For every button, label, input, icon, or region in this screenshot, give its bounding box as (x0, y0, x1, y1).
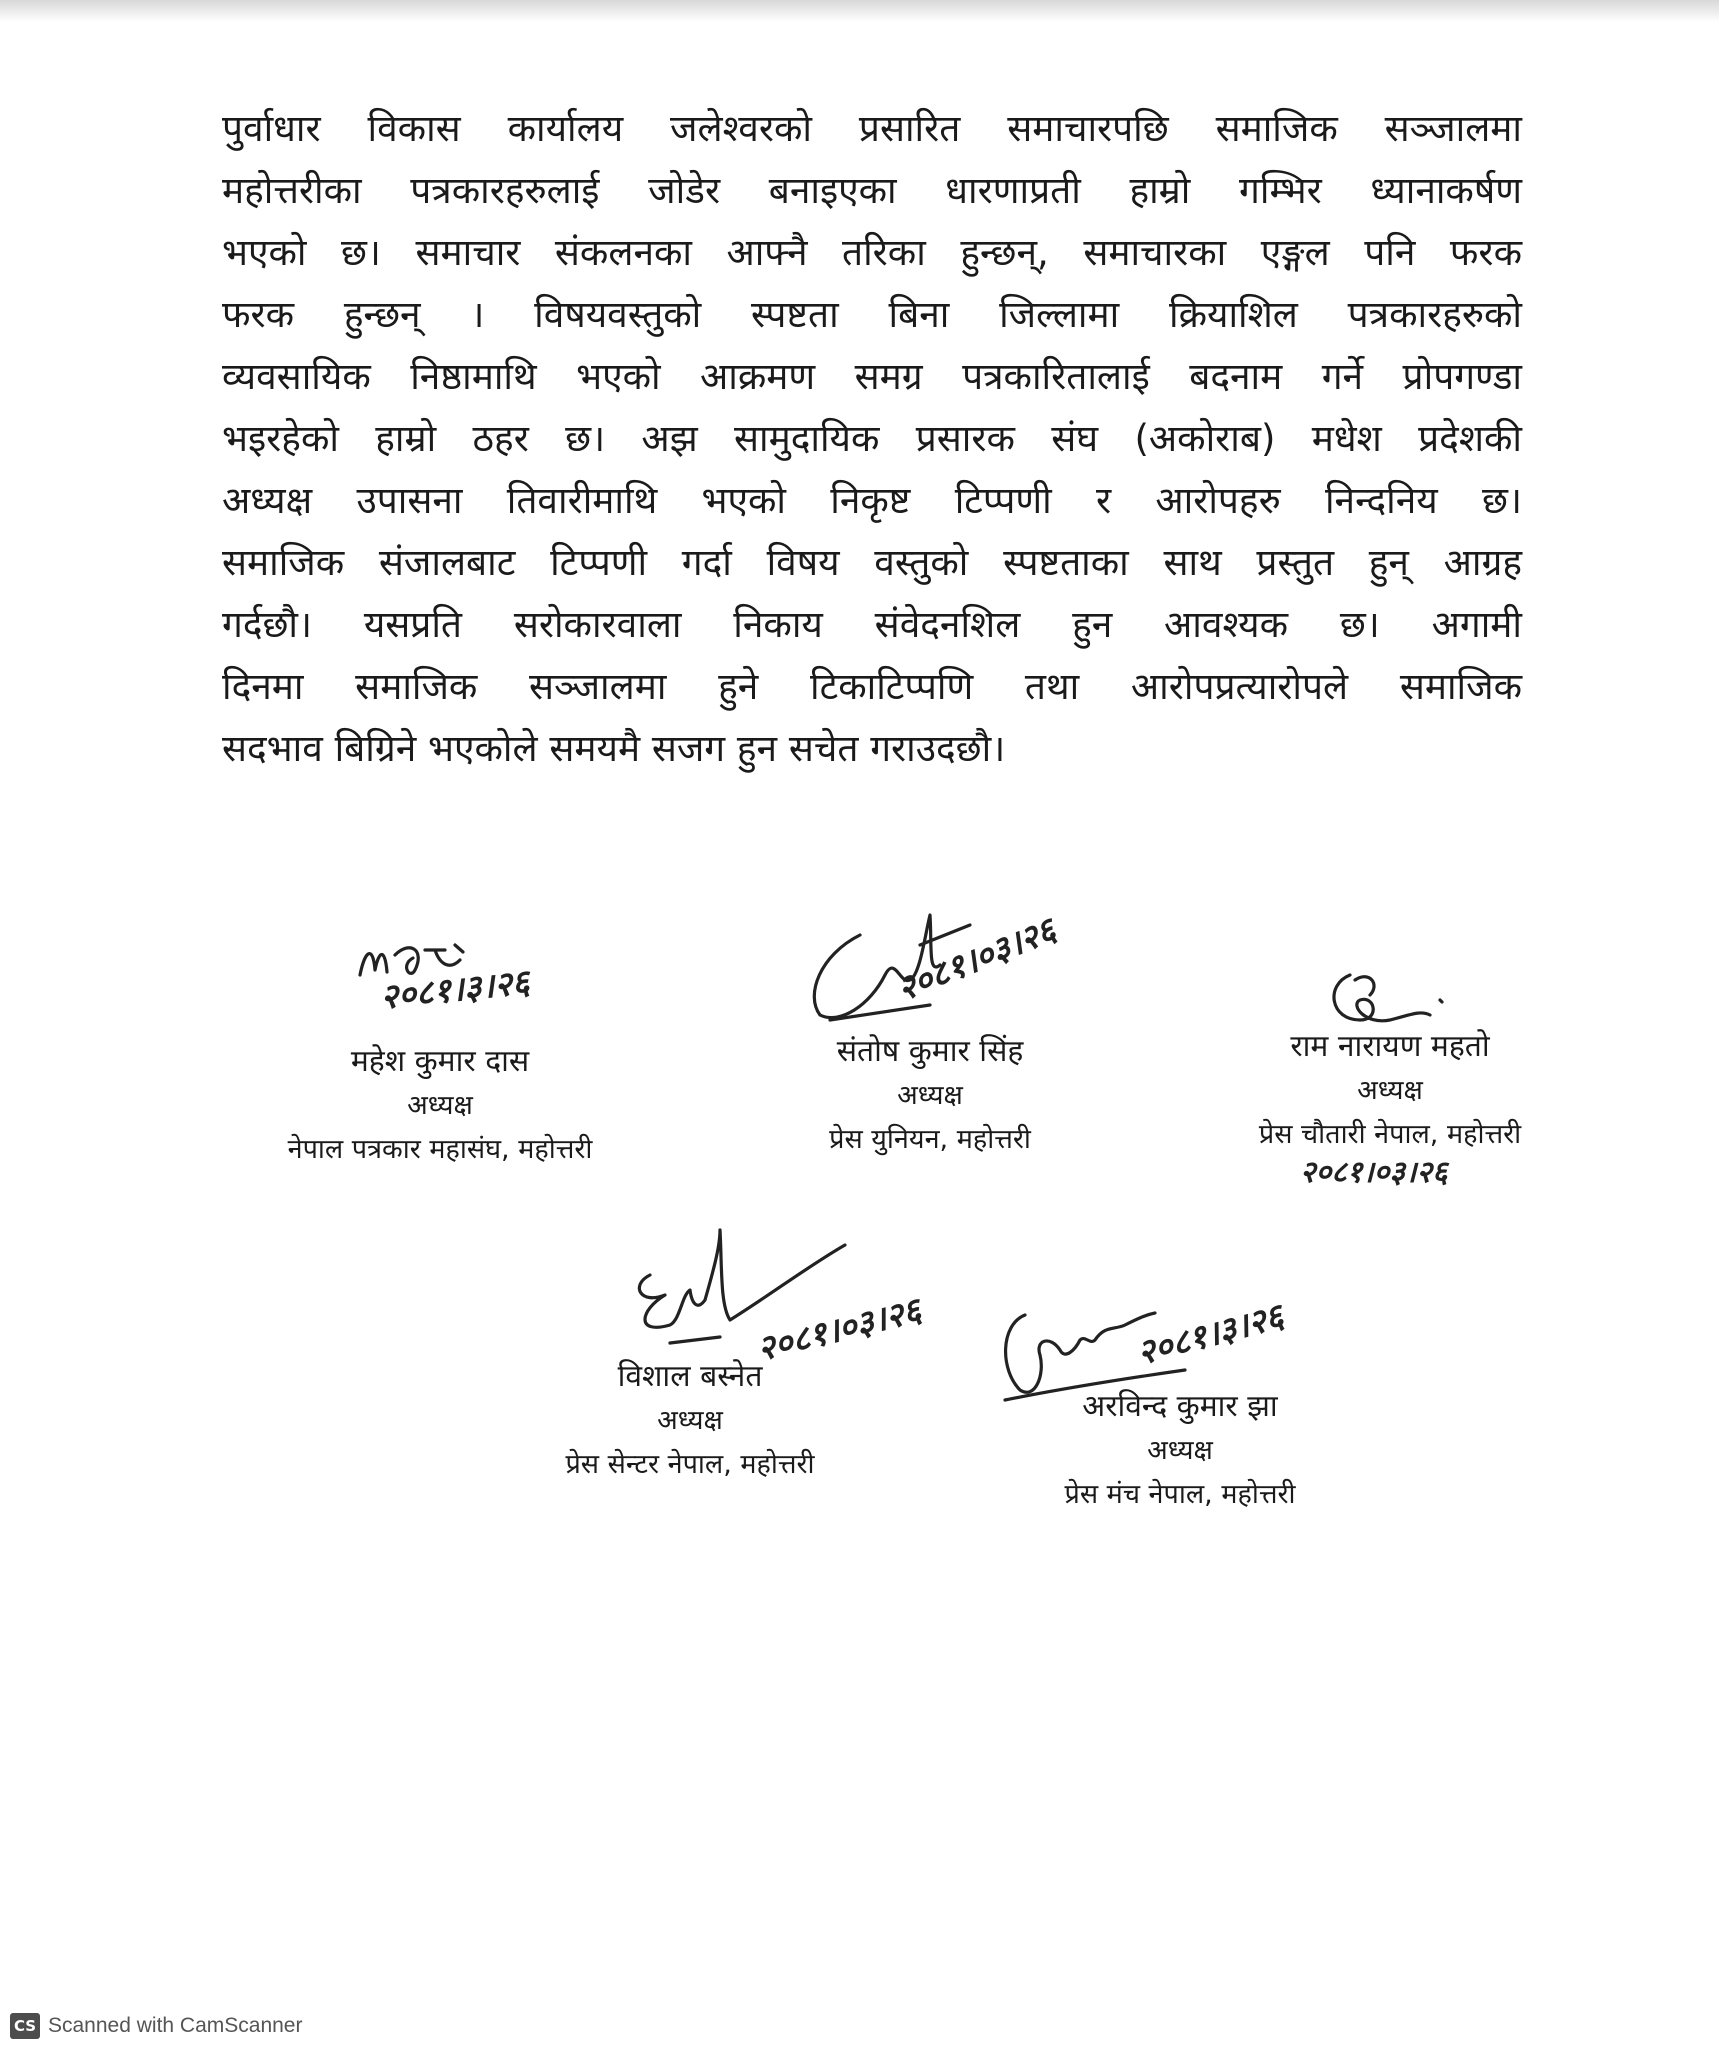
body-line: दिनमा समाजिक सञ्जालमा हुने टिकाटिप्पणि तथा आरोपप्रत्यारोपले समाजिक (222, 665, 1522, 708)
body-line: समाजिक संजालबाट टिप्पणी गर्दा विषय वस्तुको स्पष्टताका साथ प्रस्तुत हुन् आग्रह (222, 541, 1522, 584)
body-line: अध्यक्ष उपासना तिवारीमाथि भएको निकृष्ट टिप्पणी र आरोपहरु निन्दनिय छ। (222, 479, 1522, 522)
signatory-title: अध्यक्ष (897, 1080, 963, 1111)
handwritten-date: २०८१।०३।२६ (891, 909, 1062, 1010)
body-line: महोत्तरीका पत्रकारहरुलाई जोडेर बनाइएका धारणाप्रती हाम्रो गम्भिर ध्यानाकर्षण (222, 169, 1522, 212)
signatory-org: प्रेस सेन्टर नेपाल, महोत्तरी (565, 1449, 815, 1480)
body-line: पुर्वाधार विकास कार्यालय जलेश्वरको प्रसारित समाचारपछि समाजिक सञ्जालमा (222, 107, 1522, 150)
handwritten-date: २०८१।३।२६ (378, 962, 532, 1018)
signatory-name: संतोष कुमार सिंह (836, 1034, 1024, 1069)
camscanner-logo-icon: CS (10, 2013, 40, 2039)
signatory-title: अध्यक्ष (1357, 1075, 1423, 1106)
handwritten-date: २०८१।३।२६ (1132, 1296, 1288, 1374)
signatory-block (990, 1385, 1370, 1517)
body-line: भएको छ। समाचार संकलनका आफ्नै तरिका हुन्छन्, समाचारका एङ्गल पनि फरक (222, 231, 1522, 274)
signatory-org: प्रेस युनियन, महोत्तरी (829, 1124, 1031, 1155)
scan-top-edge (0, 0, 1719, 22)
body-line: व्यवसायिक निष्ठामाथि भएको आक्रमण समग्र पत्रकारितालाई बदनाम गर्ने प्रोपगण्डा (222, 355, 1522, 398)
signatory-name: महेश कुमार दास (350, 1044, 530, 1079)
signatory-title: अध्यक्ष (657, 1405, 723, 1436)
signatory-block (760, 1030, 1100, 1162)
body-line: फरक हुन्छन् । विषयवस्तुको स्पष्टता बिना जिल्लामा क्रियाशिल पत्रकारहरुको (222, 293, 1522, 336)
signatory-block (500, 1355, 880, 1487)
handwritten-date: २०८१।०३।२६ (753, 1290, 926, 1370)
signatory-org: नेपाल पत्रकार महासंघ, महोत्तरी (287, 1134, 593, 1165)
watermark-label: Scanned with CamScanner (48, 2014, 303, 2037)
signatory-org: प्रेस मंच नेपाल, महोत्तरी (1064, 1479, 1296, 1510)
signatory-title: अध्यक्ष (407, 1090, 473, 1121)
body-line: भइरहेको हाम्रो ठहर छ। अझ सामुदायिक प्रसारक संघ (अकोराब) मधेश प्रदेशकी (222, 417, 1522, 460)
scanner-watermark (10, 2010, 302, 2042)
handwritten-date: २०८१।०३।२६ (1300, 1155, 1448, 1190)
signatory-block (250, 1040, 630, 1172)
body-line: सदभाव बिग्रिने भएकोले समयमै सजग हुन सचेत गराउदछौ। (222, 727, 1006, 770)
statement-body (222, 98, 1522, 780)
body-line: गर्दछौ। यसप्रति सरोकारवाला निकाय संवेदनशिल हुन आवश्यक छ। अगामी (222, 603, 1522, 646)
signatory-block (1200, 1025, 1580, 1157)
signatory-title: अध्यक्ष (1147, 1435, 1213, 1466)
signatory-name: विशाल बस्नेत (617, 1359, 763, 1394)
signatory-name: राम नारायण महतो (1290, 1029, 1490, 1064)
signatory-name: अरविन्द कुमार झा (1082, 1389, 1278, 1424)
signatory-org: प्रेस चौतारी नेपाल, महोत्तरी (1258, 1119, 1522, 1150)
